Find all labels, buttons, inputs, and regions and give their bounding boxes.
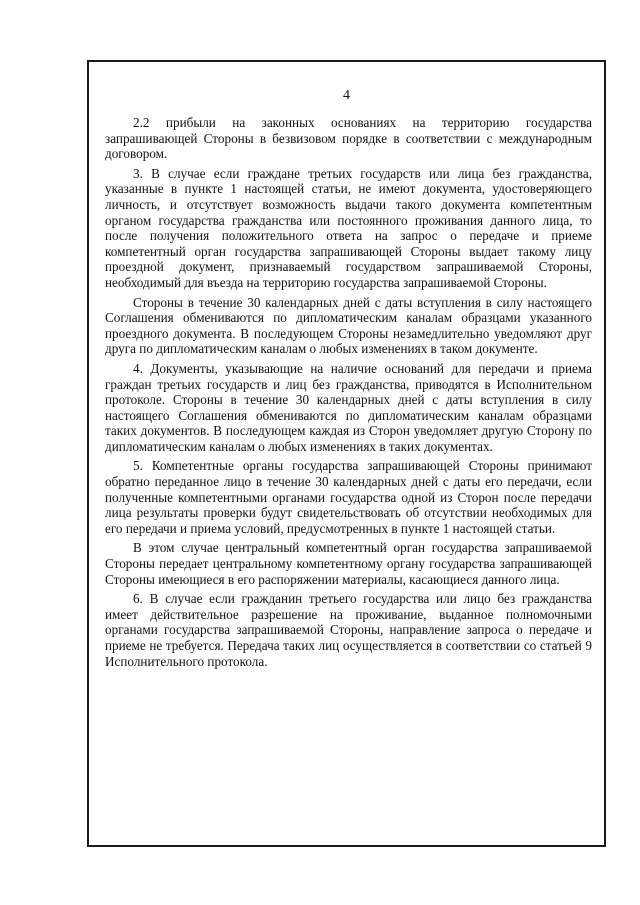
document-body [105, 115, 592, 669]
page-frame [87, 60, 606, 847]
paragraph-6: 6. В случае если гражданин третьего государства или лицо без гражданства имеет действительное разрешение на проживание, выданное полномочными органами государства запрашиваемой Стороны, направление запроса о передаче и приеме не требуется. Передача таких лиц осуществляется в соответствии со статьей 9 Исполнительного протокола. [105, 591, 592, 669]
paragraph-5-continuation: В этом случае центральный компетентный орган государства запрашиваемой Стороны передает центральному компетентному органу государства запрашивающей Стороны имеющиеся в его распоряжении материалы, касающиеся данного лица. [105, 540, 592, 587]
paragraph-5: 5. Компетентные органы государства запрашивающей Стороны принимают обратно переданное лицо в течение 30 календарных дней с даты его передачи, если полученные компетентными органами государства одной из Сторон после передачи лица результаты проверки будут свидетельствовать об отсутствии необходимых для его передачи и приема условий, предусмотренных в пункте 1 настоящей статьи. [105, 458, 592, 536]
paragraph-2-2: 2.2 прибыли на законных основаниях на территорию государства запрашивающей Стороны в безвизовом порядке в соответствии с международным договором. [105, 115, 592, 162]
paragraph-3: 3. В случае если граждане третьих государств или лица без гражданства, указанные в пункте 1 настоящей статьи, не имеют документа, удостоверяющего личность, и отсутствует возможность выдачи такого документа компетентным органом государства гражданства или постоянного проживания данного лица, то после получения положительного ответа на запрос о передаче и приеме компетентный орган государства запрашивающей Стороны выдает такому лицу проездной документ, признаваемый государством запрашиваемой Стороны, необходимый для въезда на территорию государства запрашиваемой Стороны. [105, 165, 592, 290]
page-number: 4 [343, 88, 350, 103]
paragraph-4: 4. Документы, указывающие на наличие оснований для передачи и приема граждан третьих государств и лиц без гражданства, приводятся в Исполнительном протоколе. Стороны в течение 30 календарных дней с даты вступления в силу настоящего Соглашения обмениваются по дипломатическим каналам образцами таких документов. В последующем каждая из Сторон уведомляет другую Сторону по дипломатическим каналам о любых изменениях в таких документах. [105, 360, 592, 454]
paragraph-3-continuation: Стороны в течение 30 календарных дней с даты вступления в силу настоящего Соглашения обмениваются по дипломатическим каналам образцами указанного проездного документа. В последующем Стороны незамедлительно уведомляют друг друга по дипломатическим каналам о любых изменениях в таком документе. [105, 294, 592, 357]
